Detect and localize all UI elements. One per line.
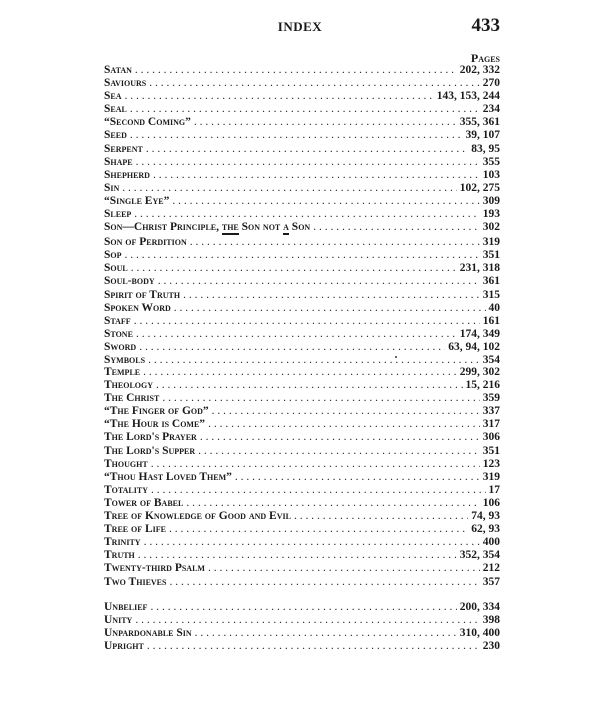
index-entry (104, 549, 500, 562)
dot-leader (190, 236, 480, 249)
index-entry (104, 289, 500, 302)
index-section-s (104, 64, 500, 367)
dot-leader (136, 156, 480, 169)
index-entry (104, 262, 500, 275)
entry-label: Seed (104, 129, 127, 142)
index-entry (104, 156, 500, 169)
entry-label: Son of Perdition (104, 236, 187, 249)
index-entry (104, 562, 500, 575)
entry-label: “Thou Hast Loved Them” (104, 470, 232, 483)
index-entry (104, 627, 500, 640)
entry-label: Staff (104, 314, 131, 327)
entry-label: Symbols (104, 353, 146, 366)
entry-pages: 74, 93 (471, 510, 500, 523)
entry-label: “The Hour is Come” (104, 418, 206, 431)
entry-pages: 143, 153, 244 (436, 90, 500, 103)
entry-label: Sea (104, 90, 122, 103)
entry-pages: 317 (482, 418, 500, 431)
entry-label: Sleep (104, 208, 132, 221)
index-entry (104, 328, 500, 341)
entry-label: “The Finger of God” (104, 405, 209, 418)
index-entry (104, 484, 500, 497)
dot-leader (212, 405, 480, 418)
entry-pages: 355, 361 (459, 116, 500, 129)
entry-label: “Single Eye” (104, 194, 170, 207)
entry-pages: 351 (482, 444, 500, 457)
index-entry (104, 418, 500, 431)
index-entry (104, 458, 500, 471)
entry-pages: 123 (482, 457, 500, 470)
dot-leader (156, 379, 462, 392)
index-entry (104, 601, 500, 614)
dot-leader (162, 392, 479, 405)
entry-label: Theology (104, 379, 154, 392)
entry-pages: 63, 94, 102 (448, 340, 500, 353)
dot-leader (139, 341, 445, 354)
entry-pages: 315 (482, 288, 500, 301)
entry-label: The Lord's Prayer (104, 431, 197, 444)
entry-pages: 361 (482, 275, 500, 288)
dot-leader (150, 601, 456, 614)
entry-pages: 234 (482, 103, 500, 116)
entry-pages: 39, 107 (465, 129, 500, 142)
entry-label-part: Son—Christ Principle, (104, 221, 222, 234)
entry-label: Tree of Life (104, 523, 166, 536)
dot-leader (158, 275, 480, 288)
entry-pages: 299, 302 (459, 366, 500, 378)
entry-pages: 302 (482, 221, 500, 234)
entry-pages: 310, 400 (459, 627, 500, 640)
separator-dot (395, 356, 397, 358)
dot-leader (183, 289, 480, 302)
index-entry (104, 221, 500, 236)
entry-pages: 212 (482, 562, 500, 575)
index-entry (104, 405, 500, 418)
index-entry (104, 366, 500, 379)
pages-column-label: Pages (470, 51, 500, 65)
index-entry (104, 236, 500, 249)
entry-label: “Second Coming” (104, 116, 191, 129)
index-entry (104, 249, 500, 262)
entry-label-part: Son not (238, 221, 284, 234)
entry-pages: 306 (482, 431, 500, 444)
dot-leader (143, 366, 457, 379)
dot-leader (186, 497, 479, 510)
index-entry (104, 523, 500, 536)
index-entry (104, 510, 500, 523)
dot-leader (131, 262, 457, 275)
dot-leader (200, 431, 480, 444)
index-entry (104, 576, 500, 589)
entry-pages: 398 (482, 614, 500, 627)
entry-label: Soul (104, 262, 128, 275)
page-number: 433 (471, 15, 500, 36)
entry-label: The Lord's Supper (104, 444, 196, 457)
dot-leader (169, 523, 468, 536)
dot-leader (130, 129, 463, 142)
entry-label: Satan (104, 64, 132, 76)
index-entry (104, 169, 500, 182)
dot-leader (136, 328, 457, 341)
entry-label: Trinity (104, 536, 141, 549)
index-entry (104, 497, 500, 510)
entry-pages: 337 (482, 405, 500, 418)
entry-label: Tower of Babel (104, 496, 184, 509)
dot-leader (138, 549, 457, 562)
dot-leader (134, 208, 479, 221)
dot-leader (130, 103, 480, 116)
dot-leader (135, 614, 479, 627)
entry-pages: 193 (482, 208, 500, 221)
dot-leader (208, 418, 480, 431)
entry-pages: 230 (482, 640, 500, 653)
dot-leader (313, 221, 480, 236)
entry-pages: 202, 332 (459, 64, 500, 76)
entry-pages: 106 (482, 496, 500, 509)
entry-pages: 355 (482, 155, 500, 168)
entry-pages: 62, 93 (471, 523, 500, 536)
index-entry (104, 614, 500, 627)
entry-label: Spirit of Truth (104, 288, 181, 301)
running-header-title: INDEX (277, 19, 323, 34)
entry-label: Serpent (104, 142, 143, 155)
dot-leader (153, 169, 480, 182)
entry-label: Shape (104, 155, 133, 168)
index-entry (104, 77, 500, 90)
entry-label: Totality (104, 483, 148, 496)
dot-leader (125, 249, 480, 262)
entry-label: Temple (104, 366, 141, 378)
index-entry (104, 536, 500, 549)
dot-leader (151, 484, 486, 497)
index-entry (104, 208, 500, 221)
index-entry (104, 275, 500, 288)
entry-pages: 270 (482, 77, 500, 90)
index-entry (104, 129, 500, 142)
entry-pages: 400 (482, 536, 500, 549)
dot-leader (151, 458, 480, 471)
dot-leader (194, 116, 457, 129)
dot-leader (198, 445, 480, 458)
dot-leader (144, 536, 480, 549)
dot-leader (172, 195, 479, 208)
entry-label: Tree of Knowledge of Good and Evil (104, 510, 291, 523)
entry-pages: 15, 216 (465, 379, 500, 392)
dot-leader (294, 510, 468, 523)
entry-label-part: the (221, 221, 239, 234)
entry-label (104, 221, 313, 236)
index-entry (104, 379, 500, 392)
entry-label: Unity (104, 614, 133, 627)
dot-leader (235, 471, 480, 484)
dot-leader (134, 315, 480, 328)
index-entry (104, 445, 500, 458)
entry-pages: 174, 349 (459, 327, 500, 340)
entry-pages: 351 (482, 249, 500, 262)
dot-leader (174, 302, 486, 315)
index-entry (104, 143, 500, 156)
index-entry (104, 315, 500, 328)
index-entry (104, 392, 500, 405)
dot-leader (122, 182, 456, 195)
dot-leader (125, 90, 434, 103)
entry-pages: 309 (482, 194, 500, 207)
dot-leader (195, 627, 457, 640)
entry-pages: 102, 275 (459, 181, 500, 194)
entry-label: Two Thieves (104, 575, 167, 588)
entry-pages: 359 (482, 392, 500, 405)
entry-label: The Christ (104, 392, 160, 405)
entry-label: Upright (104, 640, 144, 653)
index-entry (104, 182, 500, 195)
index-entry (104, 640, 500, 653)
dot-leader (135, 64, 457, 77)
entry-label: Unbelief (104, 601, 148, 613)
index-entry (104, 431, 500, 444)
index-entry (104, 341, 500, 354)
entry-label: Stone (104, 327, 133, 340)
entry-pages: 319 (482, 236, 500, 249)
entry-pages: 40 (488, 301, 500, 314)
entry-pages: 17 (488, 483, 500, 496)
entry-label: Sop (104, 249, 122, 262)
dot-leader (208, 562, 480, 575)
entry-label: Truth (104, 549, 135, 562)
index-entry (104, 64, 500, 77)
index-entry (104, 90, 500, 103)
index-section-u (104, 601, 500, 653)
entry-label: Seal (104, 103, 127, 116)
entry-pages: 103 (482, 168, 500, 181)
entry-label: Soul-body (104, 275, 155, 288)
entry-label: Saviours (104, 77, 147, 90)
index-entry (104, 116, 500, 129)
dot-leader (149, 77, 479, 90)
entry-label-part: a (283, 221, 289, 234)
entry-label: Unpardonable Sin (104, 627, 192, 640)
dot-leader (169, 576, 479, 589)
index-entry (104, 103, 500, 116)
entry-pages: 352, 354 (459, 549, 500, 562)
entry-label-part: Son (288, 221, 311, 234)
entry-label: Thought (104, 457, 148, 470)
entry-pages: 357 (482, 575, 500, 588)
index-entry (104, 195, 500, 208)
dot-leader (147, 640, 480, 653)
entry-label: Spoken Word (104, 301, 171, 314)
dot-leader (146, 143, 468, 156)
entry-pages: 161 (482, 314, 500, 327)
entry-pages: 83, 95 (471, 142, 500, 155)
entry-pages: 231, 318 (459, 262, 500, 275)
entry-pages: 200, 334 (459, 601, 500, 613)
index-entry (104, 302, 500, 315)
index-section-t (104, 366, 500, 589)
entry-pages: 319 (482, 470, 500, 483)
entry-pages: 354 (482, 353, 500, 366)
entry-label: Shepherd (104, 168, 150, 181)
entry-label: Sword (104, 340, 137, 353)
index-entry (104, 471, 500, 484)
entry-label: Sin (104, 181, 120, 194)
entry-label: Twenty-third Psalm (104, 562, 205, 575)
